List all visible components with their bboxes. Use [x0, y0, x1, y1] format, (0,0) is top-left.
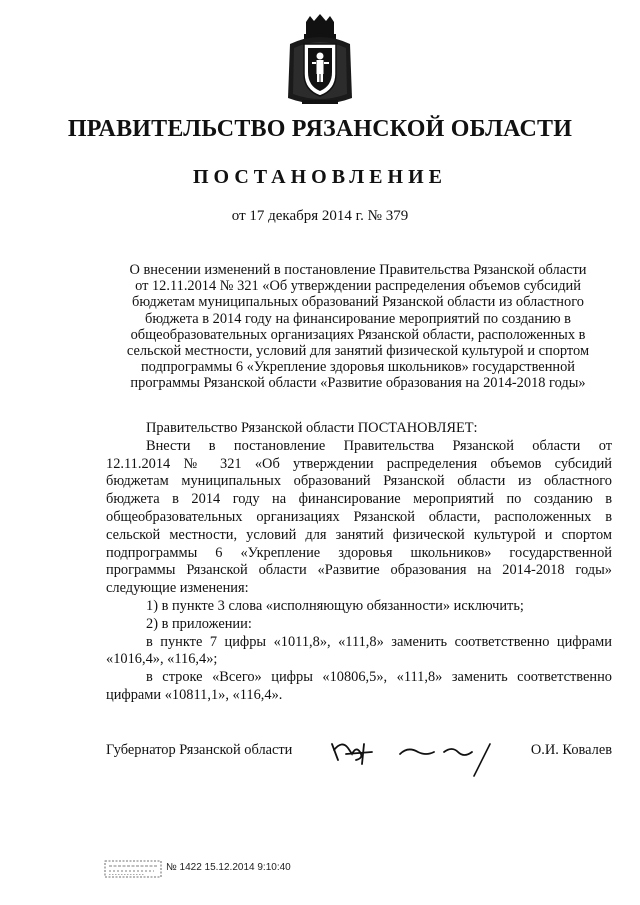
body-line: 2) в приложении: — [146, 615, 252, 632]
subject-line: бюджета в 2014 году на финансирование мероприятий по созданию в — [145, 310, 571, 327]
registration-info: № 1422 15.12.2014 9:10:40 — [166, 862, 291, 873]
body-line: 12.11.2014 № 321 «Об утверждении распределения объемов субсидий — [106, 455, 612, 472]
body-line: в пункте 7 цифры «1011,8», «111,8» заменить соответственно цифрами — [146, 633, 612, 650]
body-line: цифрами «10811,1», «116,4». — [106, 686, 283, 703]
subject-line: подпрограммы 6 «Укрепление здоровья школьников» государственной — [140, 359, 575, 376]
body-line: подпрограммы 6 «Укрепление здоровья школьников» государственной — [106, 544, 612, 561]
subject-line: общеобразовательных организациях Рязанской области, расположенных в — [130, 326, 586, 343]
body-line: общеобразовательных организациях Рязанской области, расположенных в — [106, 508, 612, 525]
body-line: 1) в пункте 3 слова «исполняющую обязанности» исключить; — [146, 597, 524, 614]
body-line: программы Рязанской области «Развитие образования на 2014-2018 годы» — [106, 562, 612, 579]
subject-line: программы Рязанской области «Развитие образования на 2014-2018 годы» — [130, 375, 586, 392]
body-line: «1016,4», «116,4»; — [106, 651, 218, 668]
body-line: Внести в постановление Правительства Рязанской области от — [146, 437, 612, 454]
body-line: сельской местности, условий для занятий физической культурой и спортом — [106, 526, 612, 543]
subject-line: сельской местности, условий для занятий физической культурой и спортом — [126, 343, 590, 360]
body-line: следующие изменения: — [106, 580, 249, 597]
body-line: бюджета в 2014 году на финансирование мероприятий по созданию в — [106, 491, 612, 508]
document-subject — [108, 262, 608, 392]
subject-line: бюджетам муниципальных образований Рязанской области из областного — [132, 294, 584, 311]
subject-line: от 12.11.2014 № 321 «Об утверждении распределения объемов субсидий — [135, 278, 581, 295]
body-line: Правительство Рязанской области ПОСТАНОВЛЯЕТ: — [146, 420, 478, 436]
body-line: бюджетам муниципальных образований Рязанской области из областного — [106, 473, 612, 490]
coat-of-arms-icon — [284, 14, 356, 110]
signature-block — [106, 730, 612, 780]
handwritten-signature-icon — [326, 730, 506, 778]
body-line: в строке «Всего» цифры «10806,5», «111,8» заменить соответственно — [146, 669, 612, 686]
signatory-title: Губернатор Рязанской области — [106, 742, 293, 758]
signatory-name: О.И. Ковалев — [530, 742, 612, 758]
document-type: ПОСТАНОВЛЕНИЕ — [193, 166, 447, 188]
document-date-number: от 17 декабря 2014 г. № 379 — [231, 208, 409, 224]
government-title: ПРАВИТЕЛЬСТВО РЯЗАНСКОЙ ОБЛАСТИ — [67, 116, 573, 142]
subject-line: О внесении изменений в постановление Правительства Рязанской области — [129, 262, 587, 278]
registration-stamp-icon — [104, 860, 162, 878]
document-body — [106, 420, 612, 705]
